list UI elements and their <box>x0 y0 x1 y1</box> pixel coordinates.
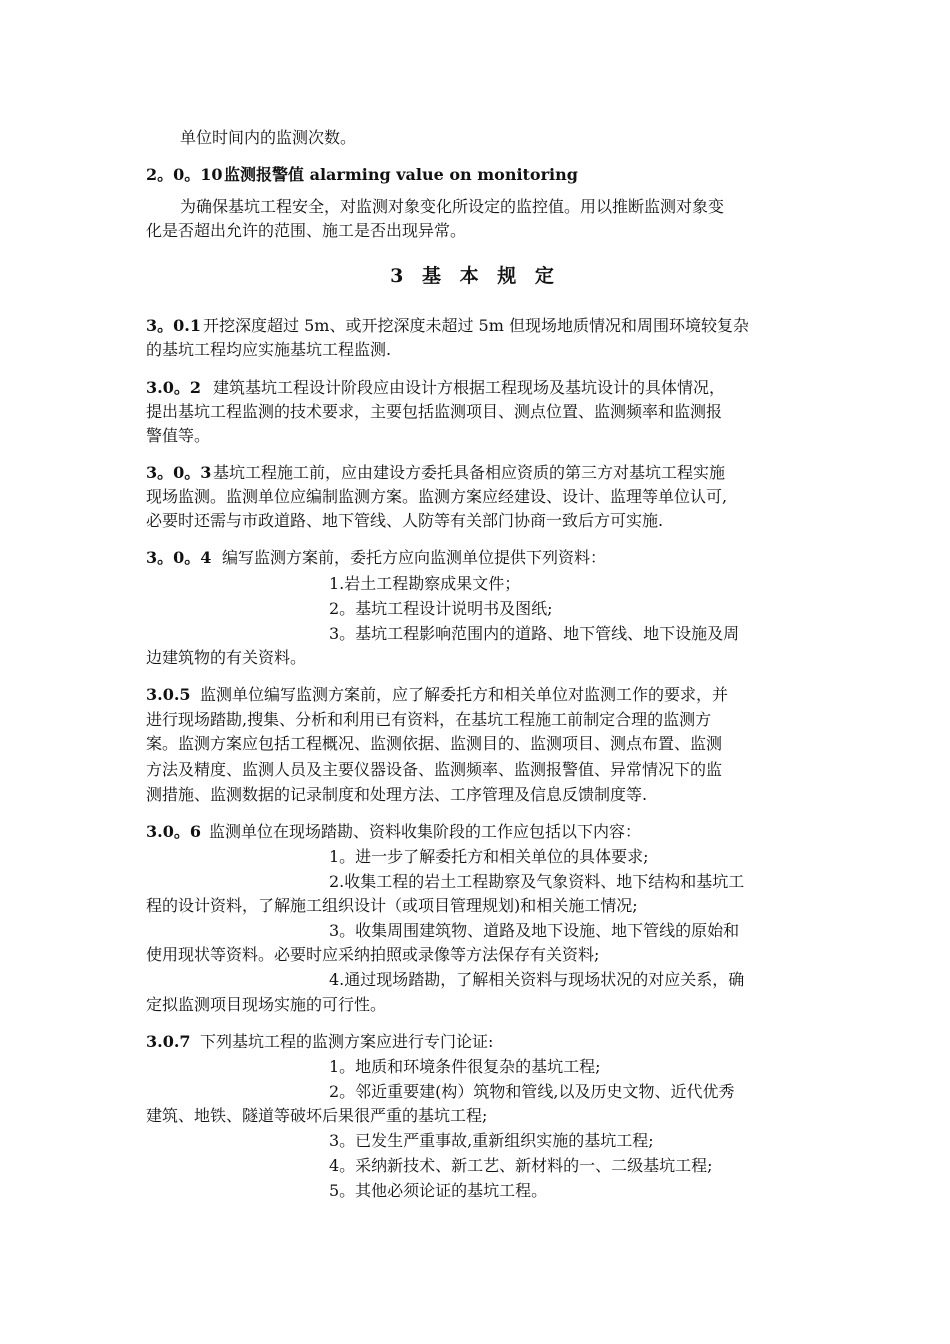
paragraph-line: 警值等。 <box>146 426 211 445</box>
list-item: 5。其他必须论证的基坑工程。 <box>329 1181 548 1200</box>
list-item: 3。收集周围建筑物、道路及地下设施、地下管线的原始和 <box>329 921 740 940</box>
clause-number-3-0-3: 3。0。3 <box>146 463 212 482</box>
list-item: 1.岩土工程勘察成果文件； <box>329 574 521 593</box>
list-item: 边建筑物的有关资料。 <box>146 648 307 667</box>
list-item: 4。采纳新技术、新工艺、新材料的一、二级基坑工程; <box>329 1156 713 1175</box>
list-item: 2.收集工程的岩土工程勘察及气象资料、地下结构和基坑工 <box>329 872 745 891</box>
chapter-title: 3 基 本 规 定 <box>390 265 560 287</box>
paragraph-line: 监测单位编写监测方案前，应了解委托方和相关单位对监测工作的要求，并 <box>200 685 729 704</box>
list-item: 3。基坑工程影响范围内的道路、地下管线、地下设施及周 <box>329 624 740 643</box>
paragraph-line: 下列基坑工程的监测方案应进行专门论证: <box>200 1032 494 1051</box>
paragraph-line: 编写监测方案前，委托方应向监测单位提供下列资料： <box>222 548 607 567</box>
list-item: 定拟监测项目现场实施的可行性。 <box>146 995 387 1014</box>
list-item: 2。基坑工程设计说明书及图纸; <box>329 599 553 618</box>
list-item: 4.通过现场踏勘，了解相关资料与现场状况的对应关系，确 <box>329 970 745 989</box>
list-item: 2。邻近重要建(构）筑物和管线,以及历史文物、近代优秀 <box>329 1082 735 1101</box>
list-item: 1。进一步了解委托方和相关单位的具体要求; <box>329 847 649 866</box>
paragraph-line: 开挖深度超过 5m、或开挖深度未超过 5m 但现场地质情况和周围环境较复杂 <box>203 316 749 335</box>
list-item: 程的设计资料，了解施工组织设计（或项目管理规划)和相关施工情况; <box>146 896 638 915</box>
paragraph-line: 方法及精度、监测人员及主要仪器设备、监测频率、监测报警值、异常情况下的监 <box>146 760 723 779</box>
clause-heading-2-0-10: 监测报警值 alarming value on monitoring <box>224 165 578 184</box>
clause-number-2-0-10: 2。0。10 <box>146 165 223 184</box>
paragraph-line: 现场监测。监测单位应编制监测方案。监测方案应经建设、设计、监理等单位认可, <box>146 487 728 506</box>
list-item: 建筑、地铁、隧道等破坏后果很严重的基坑工程; <box>146 1106 488 1125</box>
paragraph-line: 基坑工程施工前，应由建设方委托具备相应资质的第三方对基坑工程实施 <box>213 463 726 482</box>
paragraph-line: 进行现场踏勘,搜集、分析和利用已有资料，在基坑工程施工前制定合理的监测方 <box>146 710 712 729</box>
clause-number-3-0-7: 3.0.7 <box>146 1032 191 1051</box>
clause-number-3-0-5: 3.0.5 <box>146 685 191 704</box>
paragraph-line: 必要时还需与市政道路、地下管线、人防等有关部门协商一致后方可实施. <box>146 511 664 530</box>
paragraph-line: 化是否超出允许的范围、施工是否出现异常。 <box>146 221 467 240</box>
list-item: 3。已发生严重事故,重新组织实施的基坑工程; <box>329 1131 654 1150</box>
paragraph-line: 提出基坑工程监测的技术要求，主要包括监测项目、测点位置、监测频率和监测报 <box>146 402 723 421</box>
paragraph-line: 的基坑工程均应实施基坑工程监测. <box>146 340 392 359</box>
clause-number-3-0-1: 3。0.1 <box>146 316 201 335</box>
paragraph-line: 案。监测方案应包括工程概况、监测依据、监测目的、监测项目、测点布置、监测 <box>146 734 723 753</box>
clause-number-3-0-6: 3.0。6 <box>146 822 201 841</box>
list-item: 使用现状等资料。必要时应采纳拍照或录像等方法保存有关资料; <box>146 945 600 964</box>
paragraph-line: 测措施、监测数据的记录制度和处理方法、工序管理及信息反馈制度等. <box>146 785 648 804</box>
paragraph-line: 监测单位在现场踏勘、资料收集阶段的工作应包括以下内容： <box>209 822 642 841</box>
paragraph-line: 建筑基坑工程设计阶段应由设计方根据工程现场及基坑设计的具体情况， <box>213 378 726 397</box>
clause-number-3-0-2: 3.0。2 <box>146 378 201 397</box>
clause-number-3-0-4: 3。0。4 <box>146 548 212 567</box>
list-item: 1。地质和环境条件很复杂的基坑工程; <box>329 1057 601 1076</box>
continued-text: 单位时间内的监测次数。 <box>180 128 357 147</box>
paragraph-line: 为确保基坑工程安全，对监测对象变化所设定的监控值。用以推断监测对象变 <box>180 197 725 216</box>
